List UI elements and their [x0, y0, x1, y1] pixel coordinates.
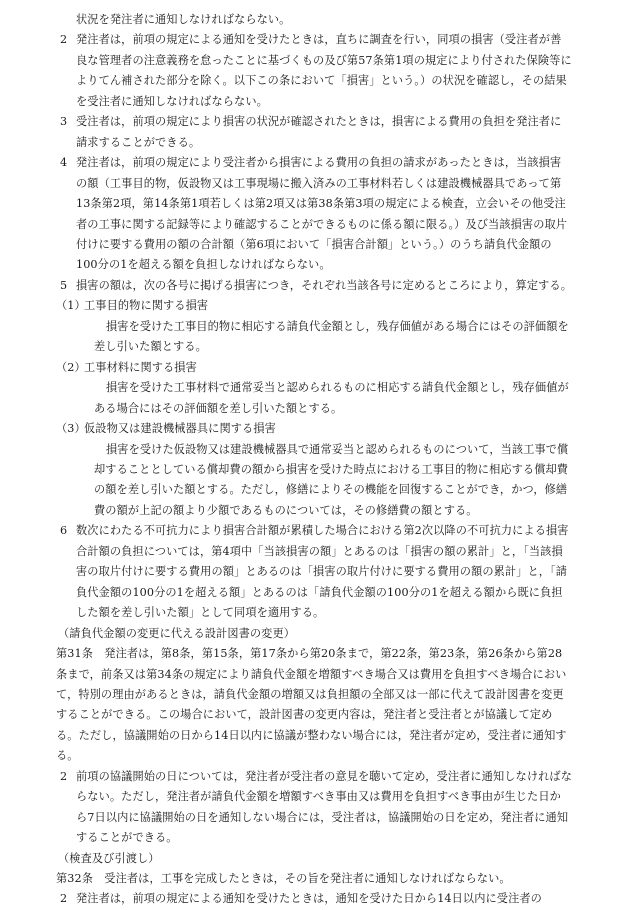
clause-4	[56, 153, 572, 276]
subitem-number: （3）	[56, 422, 86, 436]
subitem-title: 工事目的物に関する損害	[84, 299, 209, 313]
clause-text: 発注者は，前項の規定により受注者から損害による費用の負担の請求があったときは，当該損害の額（工事目的物，仮設物又は工事現場に搬入済みの工事材料若しくは建設機械器具であって第13条第2項，第14条第1項若しくは第2項又は第38条第3項の規定による検査，立会いその他受注者の工事に関する記録等により確認することができるものに係る額に限る。）及び当該損害の取片付けに要する費用の額の合計額（第6項において「損害合計額」という。）のうち請負代金額の100分の1を超える額を負担しなければならない。	[76, 156, 568, 272]
paragraph-continuation: 状況を発注者に通知しなければならない。	[76, 13, 291, 26]
clause-5	[56, 276, 572, 296]
subitem-title: 仮設物又は建設機械器具に関する損害	[84, 422, 276, 436]
clause-text: 損害の額は，次の各号に掲げる損害につき，それぞれ当該各号に定めるところにより，算定する。	[76, 278, 572, 292]
article-caption-31: （請負代金額の変更に代える設計図書の変更）	[58, 626, 296, 640]
subitem-3-heading	[56, 419, 572, 439]
article-31: 第31条 発注者は，第8条，第15条，第17条から第20条まで，第22条，第23条，第26条から第28条まで，前条又は第34条の規定により請負代金額を増額すべき場合又は費用を負担すべき場合において，特別の理由があるときは，請負代金額の増額又は負担額の全部又は一部に代えて設計図書を変更することができる。この場合において，設計図書の変更内容は，発注者と受注者とが協議して定める。ただし，協議開始の日から14日以内に協議が整わない場合には，発注者が定め，受注者に通知する。	[56, 647, 567, 763]
subitem-1-body: 損害を受けた工事目的物に相応する請負代金額とし，残存価値がある場合にはその評価額を差し引いた額とする。	[94, 319, 569, 354]
subitem-1-heading	[56, 296, 572, 316]
article-32-clause-2	[56, 889, 572, 909]
clause-number: 3	[60, 115, 68, 129]
clause-text: 発注者は，前項の規定による通知を受けたときは，通知を受けた日から14日以内に受注者の	[76, 892, 542, 906]
clause-2	[56, 30, 572, 112]
subitem-number: （2）	[56, 360, 86, 374]
clause-number: 4	[60, 156, 68, 170]
clause-number: 2	[60, 33, 68, 47]
subitem-2-heading	[56, 358, 572, 378]
clause-6	[56, 521, 572, 623]
subitem-3-body: 損害を受けた仮設物又は建設機械器具で通常妥当と認められるものについて，当該工事で償却することとしている償却費の額から損害を受けた時点における工事目的物に相応する償却費の額を差し引いた額とする。ただし，修繕によりその機能を回復することができ，かつ，修繕費の額が上記の額より少額であるものについては，その修繕費の額とする。	[94, 442, 569, 517]
subitem-number: （1）	[56, 299, 86, 313]
clause-text: 受注者は，前項の規定により損害の状況が確認されたときは，損害による費用の負担を発注者に請求することができる。	[76, 115, 562, 149]
clause-number: 2	[60, 769, 68, 783]
document-body	[56, 10, 572, 910]
clause-text: 発注者は，前項の規定による通知を受けたときは，直ちに調査を行い，同項の損害（受注者が善良な管理者の注意義務を怠ったことに基づくもの及び第57条第1項の規定により付された保険等によりてん補された部分を除く。以下この条において「損害」という。）の状況を確認し，その結果を受注者に通知しなければならない。	[76, 33, 572, 108]
subitem-2-body: 損害を受けた工事材料で通常妥当と認められるものに相応する請負代金額とし，残存価値がある場合にはその評価額を差し引いた額とする。	[94, 381, 569, 415]
clause-number: 6	[60, 524, 68, 538]
article-caption-32: （検査及び引渡し）	[58, 851, 160, 865]
clause-text: 数次にわたる不可抗力により損害合計額が累積した場合における第2次以降の不可抗力による損害合計額の負担については，第4項中「当該損害の額」とあるのは「損害の額の累計」と，「当該損害の取片付けに要する費用の額」とあるのは「損害の取片付けに要する費用の額の累計」と，「請負代金額の100分の1を超える額」とあるのは「請負代金額の100分の1を超える額から既に負担した額を差し引いた額」として同項を適用する。	[76, 524, 569, 620]
article-31-clause-2	[56, 767, 572, 849]
clause-text: 前項の協議開始の日については，発注者が受注者の意見を聴いて定め，受注者に通知しなければならない。ただし，発注者が請負代金額を増額すべき事由又は費用を負担すべき事由が生じた日から7日以内に協議開始の日を通知しない場合には，受注者は，協議開始の日を定め，発注者に通知することができる。	[76, 769, 572, 845]
clause-number: 2	[60, 892, 68, 906]
clause-number: 5	[60, 278, 68, 292]
article-32: 第32条 受注者は，工事を完成したときは，その旨を発注者に通知しなければならない。	[56, 872, 511, 886]
subitem-title: 工事材料に関する損害	[84, 360, 197, 374]
clause-3	[56, 112, 572, 153]
